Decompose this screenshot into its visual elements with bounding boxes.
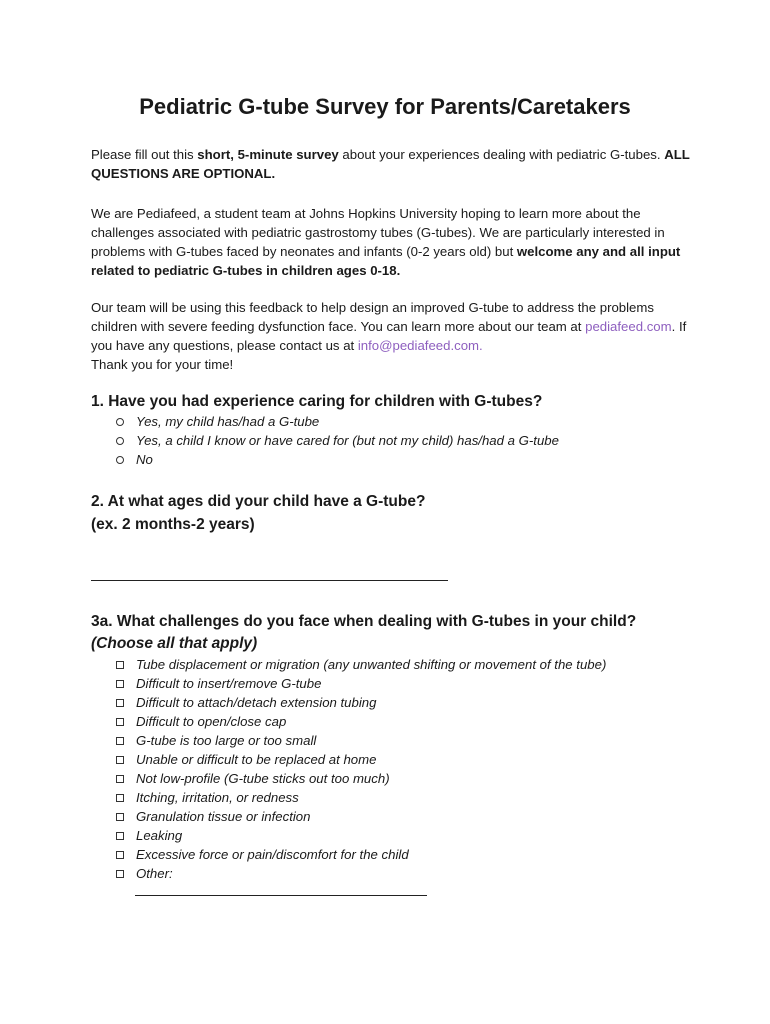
question-2-example: (ex. 2 months-2 years) xyxy=(91,516,255,533)
checkbox-icon[interactable] xyxy=(116,756,124,764)
option-label: Unable or difficult to be replaced at home xyxy=(136,752,377,767)
checkbox-icon[interactable] xyxy=(116,851,124,859)
checkbox-icon[interactable] xyxy=(116,794,124,802)
checkbox-icon[interactable] xyxy=(116,832,124,840)
option-label: Excessive force or pain/discomfort for the child xyxy=(136,847,409,862)
option-label: No xyxy=(136,452,153,467)
question-3a-label: 3a. What challenges do you face when dealing with G-tubes in your child? xyxy=(91,613,637,630)
question-3a-instruction xyxy=(91,633,711,655)
intro-text: Please fill out this xyxy=(91,147,198,162)
other-answer-line[interactable] xyxy=(135,895,427,896)
page-title: Pediatric G-tube Survey for Parents/Caretakers xyxy=(139,94,631,119)
checkbox-icon[interactable] xyxy=(116,661,124,669)
option-label: Leaking xyxy=(136,828,183,843)
option-label: Difficult to attach/detach extension tubing xyxy=(136,695,377,710)
option-label: Difficult to insert/remove G-tube xyxy=(136,676,322,691)
checkbox-icon[interactable] xyxy=(116,699,124,707)
intro-text: We are Pediafeed, a student team at Johns Hopkins University hoping to learn more about the challenges associated with pediatric gastrostomy tubes (G-tubes). We are particularly interested in problems with G-tubes faced by neonates and infants (0-2 years old) but xyxy=(91,206,665,259)
checkbox-icon[interactable] xyxy=(116,680,124,688)
checkbox-icon[interactable] xyxy=(116,737,124,745)
option-label: Itching, irritation, or redness xyxy=(136,790,299,805)
option-label: Difficult to open/close cap xyxy=(136,714,287,729)
website-link[interactable]: pediafeed.com xyxy=(585,319,672,334)
intro-text: about your experiences dealing with pediatric G-tubes. xyxy=(338,147,665,162)
checkbox-icon[interactable] xyxy=(116,718,124,726)
intro-paragraph-2 xyxy=(91,204,691,280)
option-label: Other: xyxy=(136,866,173,881)
optional-notice: ALL QUESTIONS ARE OPTIONAL. xyxy=(91,147,690,181)
option-label: Yes, a child I know or have cared for (but not my child) has/had a G-tube xyxy=(136,433,559,448)
intro-paragraph-3 xyxy=(91,298,691,374)
radio-icon[interactable] xyxy=(116,418,124,426)
intro-emphasis: short, 5-minute survey xyxy=(197,147,339,162)
question-2-label: 2. At what ages did your child have a G-tube? xyxy=(91,493,426,510)
intro-emphasis: welcome any and all input related to pediatric G-tubes in children ages 0-18. xyxy=(91,244,681,278)
option-label: Tube displacement or migration (any unwanted shifting or movement of the tube) xyxy=(136,657,607,672)
intro-text: Our team will be using this feedback to help design an improved G-tube to address the problems children with severe feeding dysfunction face. You can learn more about our team at xyxy=(91,300,654,334)
intro-text: . If you have any questions, please contact us at xyxy=(91,319,687,353)
option-label: Not low-profile (G-tube sticks out too much) xyxy=(136,771,390,786)
checkbox-icon[interactable] xyxy=(116,813,124,821)
question-2-answer-line[interactable] xyxy=(91,580,448,581)
thank-you-text: Thank you for your time! xyxy=(91,357,234,372)
intro-paragraph-1 xyxy=(91,145,691,183)
email-link[interactable]: info@pediafeed.com. xyxy=(357,338,483,353)
instruction-text: (Choose all that apply) xyxy=(91,635,258,652)
checkbox-icon[interactable] xyxy=(116,775,124,783)
option-label: G-tube is too large or too small xyxy=(136,733,317,748)
radio-icon[interactable] xyxy=(116,456,124,464)
radio-icon[interactable] xyxy=(116,437,124,445)
option-label: Granulation tissue or infection xyxy=(136,809,311,824)
checkbox-icon[interactable] xyxy=(116,870,124,878)
question-1-label: 1. Have you had experience caring for children with G-tubes? xyxy=(91,393,543,410)
option-label: Yes, my child has/had a G-tube xyxy=(136,414,320,429)
